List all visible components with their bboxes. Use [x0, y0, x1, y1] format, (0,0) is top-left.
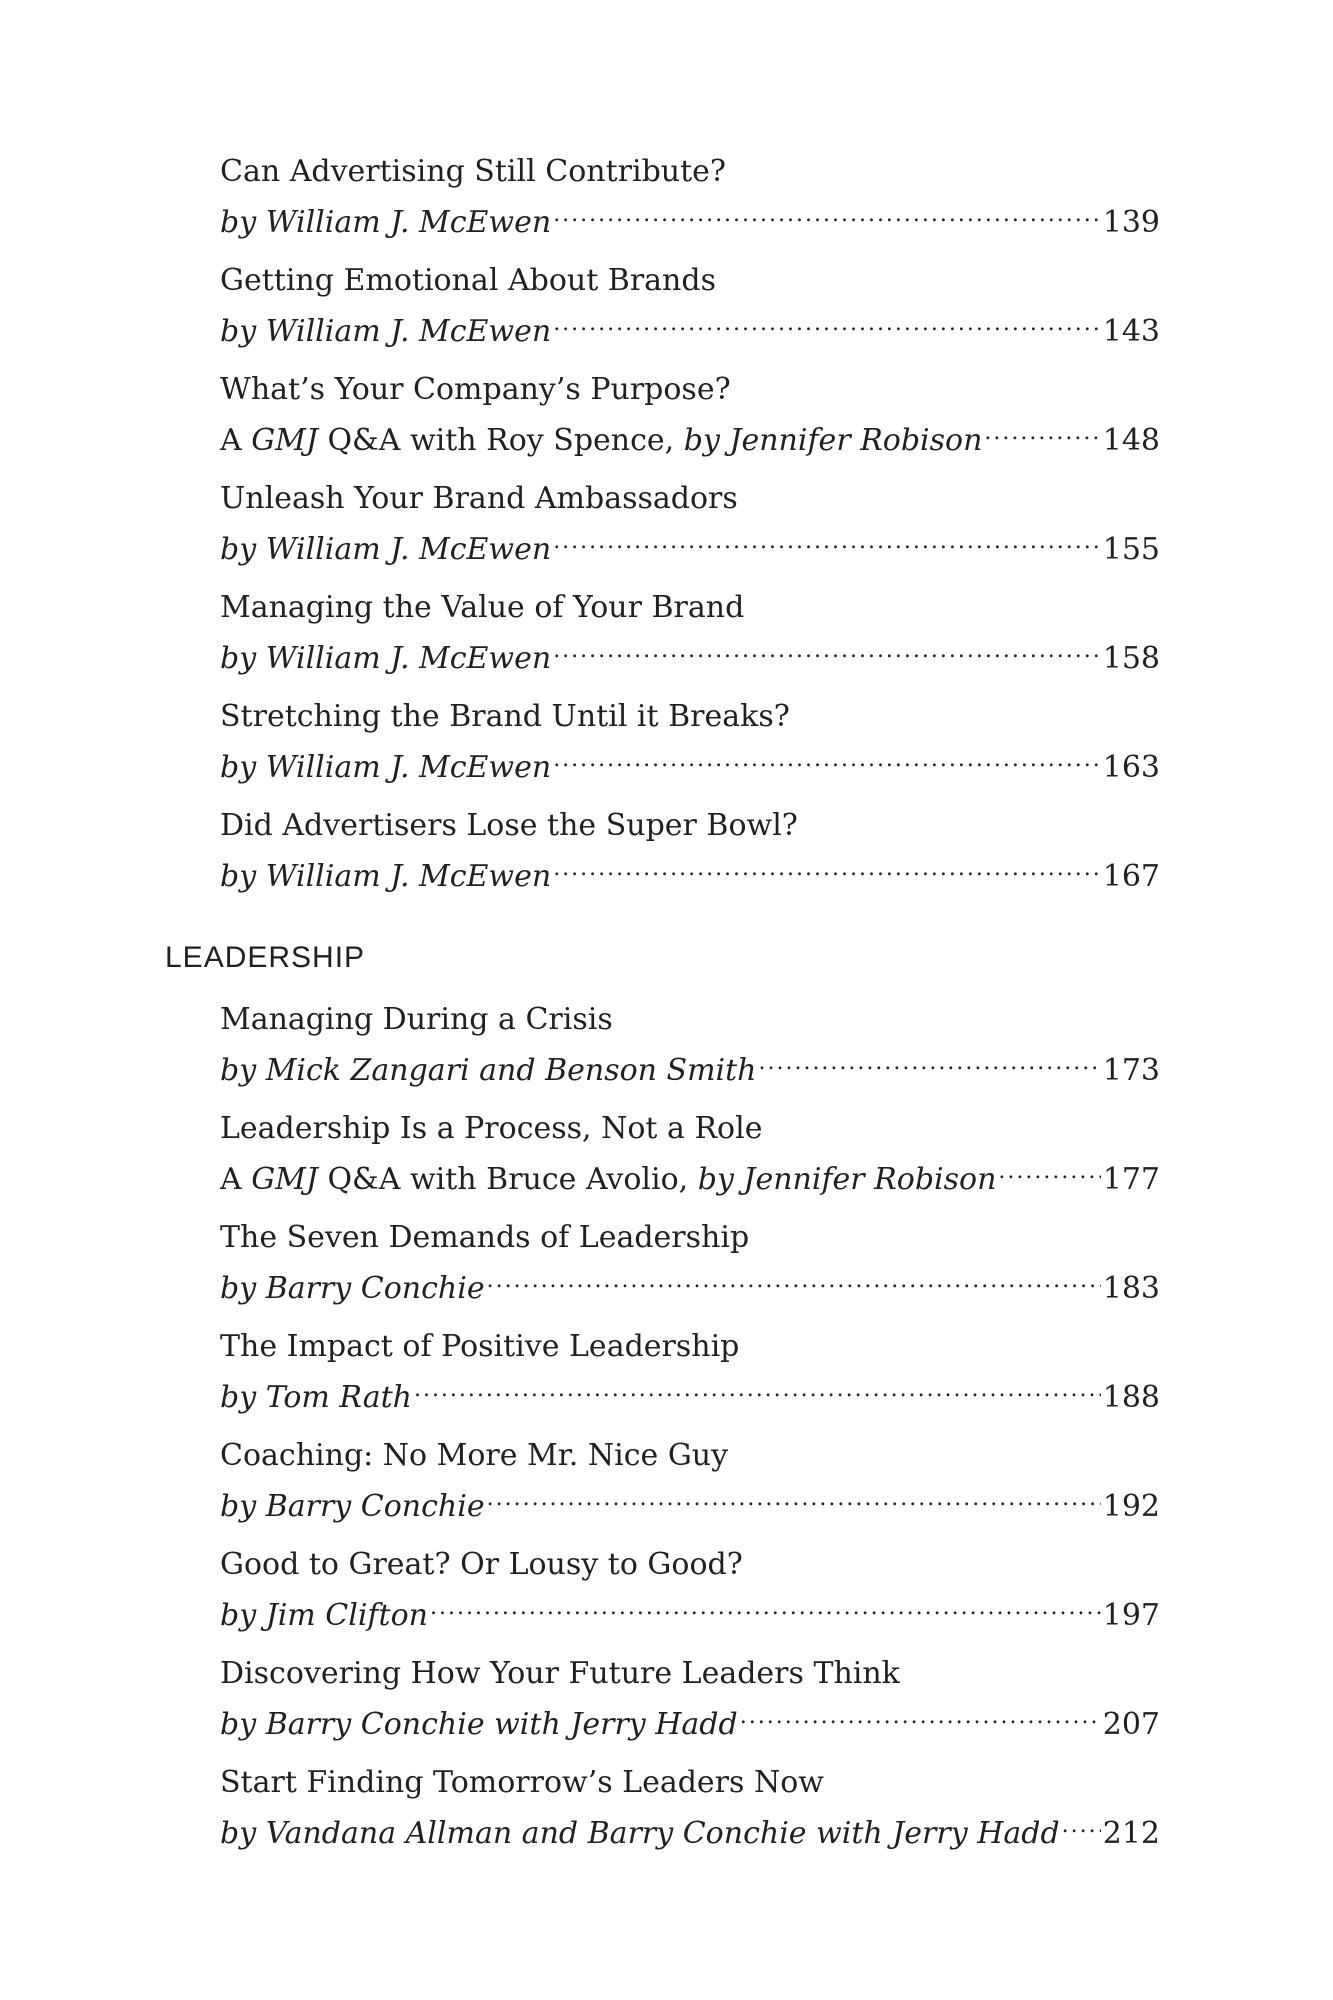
toc-entry[interactable] [220, 806, 1160, 915]
toc-entry[interactable] [220, 1654, 1160, 1763]
journal-abbrev: GMJ [251, 423, 318, 458]
entry-byline: by William J. McEwen [220, 750, 552, 785]
entry-byline-row [220, 1367, 1160, 1415]
toc-entry[interactable] [220, 1327, 1160, 1436]
entry-page-number: 212 [1102, 1816, 1160, 1851]
toc-section-leadership [165, 940, 1160, 1851]
toc-entry-list [220, 152, 1160, 915]
toc-entry[interactable] [220, 1109, 1160, 1218]
entry-page-number: 177 [1102, 1162, 1160, 1197]
entry-title: Unleash Your Brand Ambassadors [220, 481, 738, 516]
entry-qa-prefix [220, 1160, 698, 1200]
dot-leader [430, 1585, 1101, 1625]
entry-byline: by William J. McEwen [220, 314, 552, 349]
entry-page-number: 158 [1102, 641, 1160, 676]
dot-leader [1062, 1803, 1101, 1843]
entry-byline-row [220, 737, 1160, 785]
entry-title: Coaching: No More Mr. Nice Guy [220, 1438, 729, 1473]
toc-entry[interactable] [220, 261, 1160, 370]
qa-subject: Q&A with Roy Spence, [317, 423, 684, 458]
entry-title: Stretching the Brand Until it Breaks? [220, 699, 790, 734]
entry-qa-prefix [220, 421, 684, 461]
qa-prefix: A [220, 423, 252, 458]
toc-entry[interactable] [220, 1000, 1160, 1109]
dot-leader [487, 1258, 1101, 1298]
dot-leader [984, 410, 1100, 450]
entry-byline-row [220, 1803, 1160, 1851]
entry-byline-row [220, 410, 1160, 458]
entry-title: Managing During a Crisis [220, 1002, 613, 1037]
entry-title: Discovering How Your Future Leaders Think [220, 1656, 900, 1691]
entry-title: Start Finding Tomorrow’s Leaders Now [220, 1765, 824, 1800]
entry-byline: by Jim Clifton [220, 1598, 428, 1633]
entry-title: Did Advertisers Lose the Super Bowl? [220, 808, 798, 843]
entry-byline-row [220, 192, 1160, 240]
entry-page-number: 188 [1102, 1380, 1160, 1415]
entry-page-number: 148 [1102, 423, 1160, 458]
journal-abbrev: GMJ [251, 1162, 318, 1197]
dot-leader [740, 1694, 1101, 1734]
entry-byline: by Tom Rath [220, 1380, 412, 1415]
entry-page-number: 143 [1102, 314, 1160, 349]
entry-title: Leadership Is a Process, Not a Role [220, 1111, 763, 1146]
qa-prefix: A [220, 1162, 252, 1197]
entry-byline: by Mick Zangari and Benson Smith [220, 1053, 757, 1088]
entry-byline-row [220, 628, 1160, 676]
dot-leader [553, 737, 1101, 777]
entry-title: Managing the Value of Your Brand [220, 590, 745, 625]
entry-byline: by William J. McEwen [220, 205, 552, 240]
toc-entry[interactable] [220, 1436, 1160, 1545]
entry-page-number: 207 [1102, 1707, 1160, 1742]
dot-leader [553, 628, 1101, 668]
toc-entry[interactable] [220, 152, 1160, 261]
dot-leader [553, 846, 1101, 886]
entry-title: The Seven Demands of Leadership [220, 1220, 750, 1255]
entry-title: Getting Emotional About Brands [220, 263, 716, 298]
toc-entry[interactable] [220, 1763, 1160, 1872]
entry-byline-row [220, 1258, 1160, 1306]
entry-byline-row [220, 1149, 1160, 1197]
toc-entry[interactable] [220, 588, 1160, 697]
dot-leader [553, 301, 1101, 341]
entry-title: Good to Great? Or Lousy to Good? [220, 1547, 743, 1582]
entry-byline: by William J. McEwen [220, 532, 552, 567]
entry-byline-row [220, 1476, 1160, 1524]
entry-title: The Impact of Positive Leadership [220, 1329, 740, 1364]
dot-leader [998, 1149, 1100, 1189]
entry-byline-row [220, 1694, 1160, 1742]
qa-subject: Q&A with Bruce Avolio, [317, 1162, 698, 1197]
entry-byline: by Barry Conchie with Jerry Hadd [220, 1707, 738, 1742]
toc-entry[interactable] [220, 479, 1160, 588]
dot-leader [487, 1476, 1101, 1516]
entry-byline-row [220, 519, 1160, 567]
entry-byline-row [220, 1585, 1160, 1633]
entry-byline: by Vandana Allman and Barry Conchie with Jerry Hadd [220, 1816, 1060, 1851]
entry-page-number: 139 [1102, 205, 1160, 240]
section-heading: LEADERSHIP [165, 941, 366, 974]
dot-leader [553, 519, 1101, 559]
toc-section-continued [220, 152, 1160, 915]
entry-byline-row [220, 846, 1160, 894]
entry-page-number: 173 [1102, 1053, 1160, 1088]
toc-entry[interactable] [220, 1218, 1160, 1327]
entry-page-number: 197 [1102, 1598, 1160, 1633]
entry-byline-row [220, 1040, 1160, 1088]
entry-page-number: 183 [1102, 1271, 1160, 1306]
dot-leader [414, 1367, 1101, 1407]
entry-byline: by William J. McEwen [220, 641, 552, 676]
entry-page-number: 192 [1102, 1489, 1160, 1524]
dot-leader [553, 192, 1101, 232]
dot-leader [758, 1040, 1100, 1080]
toc-entry[interactable] [220, 370, 1160, 479]
entry-page-number: 167 [1102, 859, 1160, 894]
entry-byline: by Jennifer Robison [697, 1162, 997, 1197]
entry-title: Can Advertising Still Contribute? [220, 154, 726, 189]
entry-byline: by Barry Conchie [220, 1271, 485, 1306]
entry-byline: by Barry Conchie [220, 1489, 485, 1524]
entry-page-number: 155 [1102, 532, 1160, 567]
entry-byline: by William J. McEwen [220, 859, 552, 894]
entry-page-number: 163 [1102, 750, 1160, 785]
entry-byline-row [220, 301, 1160, 349]
toc-entry-list [220, 1000, 1160, 1872]
toc-entry[interactable] [220, 1545, 1160, 1654]
toc-entry[interactable] [220, 697, 1160, 806]
entry-byline: by Jennifer Robison [683, 423, 983, 458]
entry-title: What’s Your Company’s Purpose? [220, 372, 731, 407]
